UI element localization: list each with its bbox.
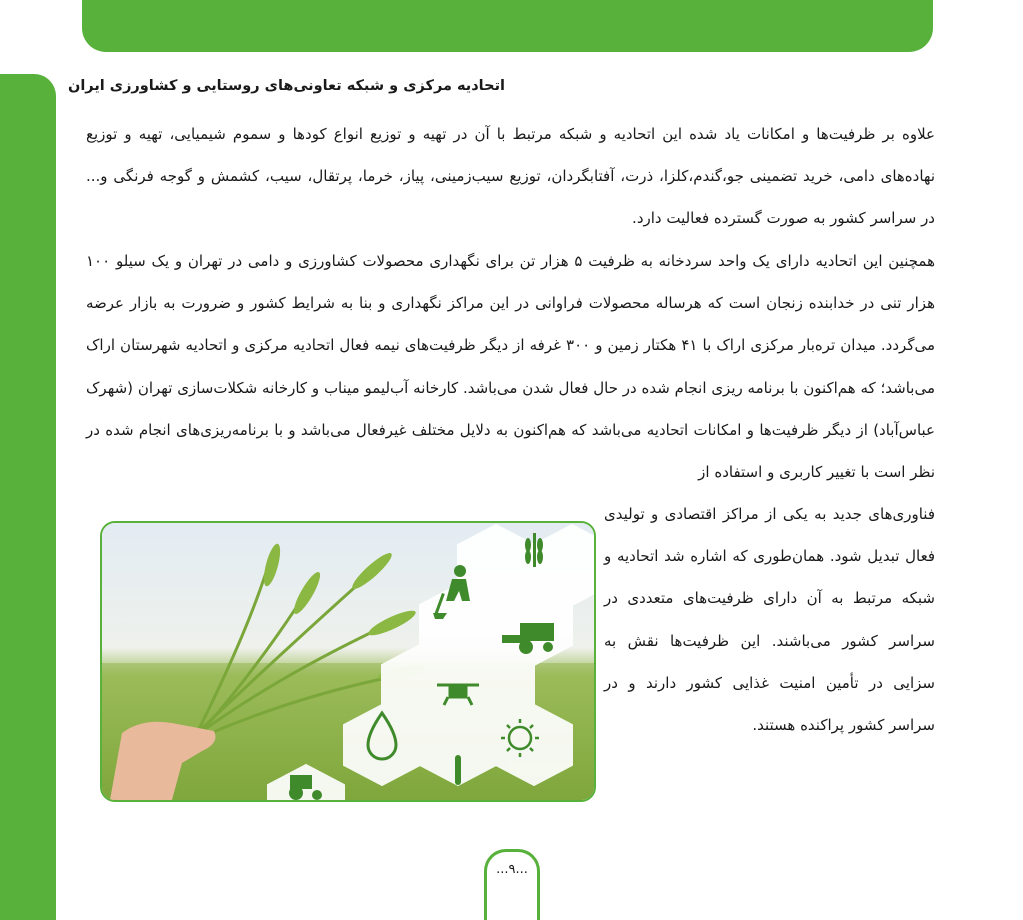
wheat-icon (525, 533, 543, 567)
side-decorative-bar (0, 74, 56, 920)
body-paragraph-1: علاوه بر ظرفیت‌ها و امکانات یاد شده این اتحادیه و شبکه مرتبط با آن در تهیه و توزیع انواع کودها و سموم شیمیایی، تهیه و توزیع نهاده‌های دامی، خرید تضمینی جو،گندم،کلزا، ذرت، آفتابگردان، توزیع سیب‌زمینی، پیاز، خرما، پرتقال، سیب، کشمش و گوجه فرنگی و... در سراسر کشور به صورت گسترده فعالیت دارد. (86, 125, 935, 228)
body-paragraph-2: همچنین این اتحادیه دارای یک واحد سردخانه به ظرفیت ۵ هزار تن برای نگهداری محصولات کشاورزی و دامی در تهران و یک سیلو ۱۰۰ هزار تنی در خدابنده زنجان است که هرساله محصولات فراوانی در این مراکز نگهداری و بنا به شرایط کشور و ضرورت به بازار عرضه می‌گردد. میدان تره‌بار مرکزی اراک با ۴۱ هکتار زمین و ۳۰۰ غرفه از دیگر ظرفیت‌های نیمه فعال اتحادیه مرکزی و اتحادیه شهرستان اراک می‌باشد؛ که هم‌اکنون با برنامه ریزی انجام شده در حال فعال شدن می‌باشد. کارخانه آب‌لیمو میناب و کارخانه شکلات‌سازی تهران (شهرک عباس‌آباد) از دیگر ظرفیت‌ها و امکانات اتحادیه می‌باشد که هم‌اکنون به دلایل مختلف غیرفعال می‌باشد و با برنامه‌ریزی‌های انجام شده در نظر است با تغییر کاربری و استفاده از (86, 252, 936, 482)
page-header-title: اتحادیه مرکزی و شبکه تعاونی‌های روستایی و کشاورزی ایران (67, 78, 505, 94)
thermometer-icon (455, 755, 461, 785)
body-paragraph-3: فناوری‌های جدید به یکی از مراکز اقتصادی و تولیدی فعال تبدیل شود. همان‌طوری که اشاره شد اتحادیه و شبکه مرتبط به آن دارای ظرفیت‌های متعددی در سراسر کشور می‌باشند. این ظرفیت‌ها نقش به سزایی در تأمین امنیت غذایی کشور دارند و در سراسر کشور پراکنده هستند. (604, 505, 935, 735)
top-decorative-bar (82, 0, 933, 52)
page-number: ...۹... (484, 849, 540, 920)
agriculture-tech-image (100, 521, 596, 802)
